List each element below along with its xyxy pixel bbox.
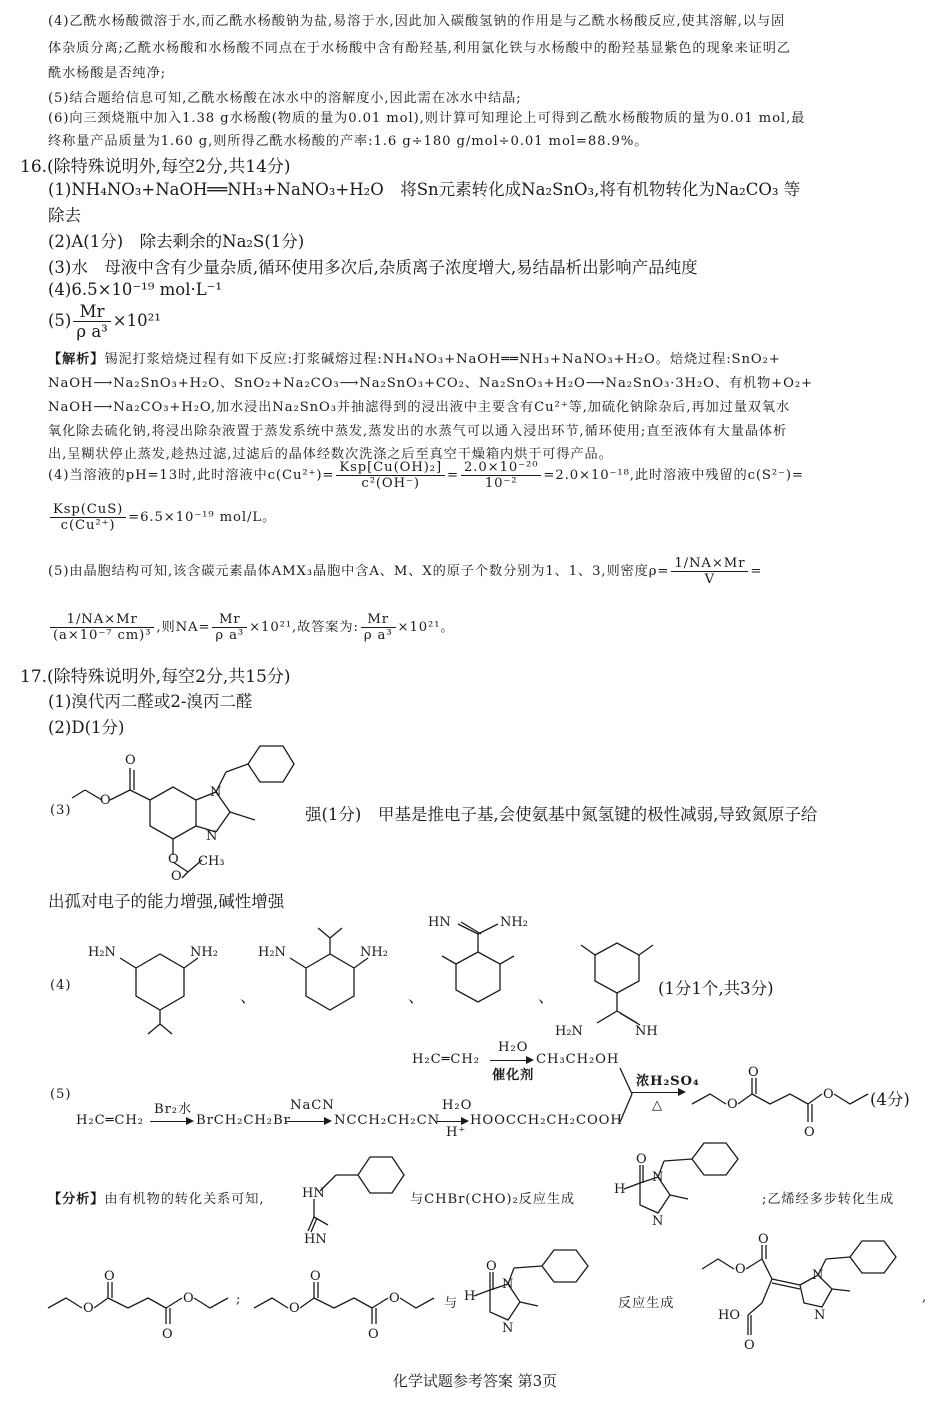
group-NH: NH bbox=[635, 1024, 658, 1039]
imidazole-aldehyde-structure-2 bbox=[464, 1259, 614, 1342]
calc4b-post: =6.5×10⁻¹⁹ mol/L。 bbox=[128, 510, 277, 525]
atom-O: O bbox=[183, 1291, 194, 1306]
q17-a3-structure bbox=[70, 742, 300, 884]
group-NH2: NH₂ bbox=[500, 915, 528, 930]
q16-heading: 16.(除特殊说明外,每空2分,共14分) bbox=[20, 157, 291, 177]
atom-O: O bbox=[171, 869, 182, 884]
atom-O: O bbox=[389, 1291, 400, 1306]
q17-a3-continued: 出孤对电子的能力增强,碱性增强 bbox=[48, 892, 285, 911]
fenxi-react: 反应生成 bbox=[618, 1296, 675, 1311]
q16-jiexi-line1 bbox=[48, 348, 932, 367]
atom-O: O bbox=[748, 1065, 759, 1080]
q15-p6-line2: 终称量产品质量为1.60 g,则所得乙酰水杨酸的产率:1.6 g÷180 g/mol÷0.01 mol=88.9%。 bbox=[48, 134, 649, 149]
syn-arrow2 bbox=[286, 1121, 330, 1122]
q16-calc4-line2 bbox=[48, 502, 932, 533]
amidine-benzylamine-structure bbox=[300, 1155, 410, 1245]
group-H2N: H₂N bbox=[88, 945, 116, 960]
calc4-frac2-num: 2.0×10⁻²⁰ bbox=[461, 460, 541, 476]
q17-a3-text: 强(1分) 甲基是推电子基,会使氨基中氮氢键的极性减弱,导致氮原子给 bbox=[305, 805, 818, 824]
atom-H: H bbox=[614, 1182, 626, 1197]
q17-a4-structure-2 bbox=[258, 928, 408, 1038]
fenxi-comma: , bbox=[922, 1290, 928, 1305]
q17-a4-structure-3 bbox=[428, 912, 538, 1032]
atom-N: N bbox=[652, 1170, 664, 1185]
q17-a5-label: (5) bbox=[50, 1087, 72, 1102]
q17-a4-structure-1 bbox=[88, 940, 238, 1040]
syn-product3: HOOCCH₂CH₂COOH bbox=[470, 1113, 623, 1128]
q16-answer5 bbox=[48, 302, 932, 341]
jiexi-tag: 【解析】 bbox=[48, 352, 105, 367]
atom-O: O bbox=[758, 1232, 769, 1247]
group-NH2: NH₂ bbox=[190, 945, 218, 960]
calc5-num: 1/NA×Mr bbox=[671, 556, 748, 572]
atom-N: N bbox=[502, 1277, 514, 1292]
q16-answer3: (3)水 母液中含有少量杂质,循环使用多次后,杂质离子浓度增大,易结晶析出影响产品纯度 bbox=[48, 258, 698, 277]
diethyl-succinate-structure-3 bbox=[252, 1270, 447, 1340]
calc5b-frac2 bbox=[212, 612, 247, 643]
atom-O: O bbox=[804, 1125, 815, 1140]
syn-ethene: H₂C═CH₂ bbox=[76, 1113, 144, 1128]
calc4-frac1-num: Ksp[Cu(OH)₂] bbox=[336, 460, 445, 476]
q15-p5: (5)结合题给信息可知,乙酰水杨酸在冰水中的溶解度小,因此需在冰水中结晶; bbox=[48, 91, 522, 106]
calc4b-num: Ksp(CuS) bbox=[50, 502, 126, 518]
atom-N: N bbox=[210, 785, 222, 800]
atom-O: O bbox=[823, 1087, 834, 1102]
q16-answer1-line1: (1)NH₄NO₃+NaOH══NH₃+NaNO₃+H₂O 将Sn元素转化成Na₂SnO₃,将有机物转化为Na₂CO₃ 等 bbox=[48, 180, 801, 199]
calc5-pre: (5)由晶胞结构可知,该含碳元素晶体AMX₃晶胞中含A、M、X的原子个数分别为1、1、3,则密度ρ= bbox=[48, 564, 670, 579]
atom-O: O bbox=[310, 1269, 321, 1284]
diethyl-succinate-structure bbox=[690, 1064, 875, 1144]
group-HN: HN bbox=[428, 915, 451, 930]
q16-a5-label: (5) bbox=[48, 311, 72, 330]
syn-reagent5-bottom: △ bbox=[652, 1098, 664, 1113]
group-H2N: H₂N bbox=[258, 945, 286, 960]
q17-a3-label: (3) bbox=[50, 803, 72, 818]
diethyl-succinate-structure-2 bbox=[46, 1270, 241, 1340]
atom-N: N bbox=[652, 1214, 664, 1229]
syn-reagent3-top: H₂O bbox=[442, 1098, 473, 1113]
q16-calc5-line2 bbox=[48, 612, 932, 643]
syn-reagent3-bottom: H⁺ bbox=[446, 1125, 467, 1140]
q16-a5-den: ρ a³ bbox=[76, 322, 108, 341]
q16-jiexi-line3: NaOH⟶Na₂CO₃+H₂O,加水浸出Na₂SnO₃并抽滤得到的浸出液中主要含有Cu²⁺等,加硫化钠除杂后,再加过量双氧水 bbox=[48, 400, 791, 415]
q17-a5-score: (4分) bbox=[870, 1090, 910, 1109]
fenxi-semicolon: ; bbox=[236, 1292, 242, 1307]
calc4-eq: = bbox=[447, 468, 459, 483]
atom-N: N bbox=[206, 829, 218, 844]
calc4b-frac bbox=[50, 502, 126, 533]
jiexi-text1: 锡泥打浆焙烧过程有如下反应:打浆碱熔过程:NH₄NO₃+NaOH══NH₃+NaNO₃+H₂O。焙烧过程:SnO₂+ bbox=[104, 352, 781, 367]
syn-arrow3 bbox=[437, 1121, 467, 1122]
q15-p6-line1: (6)向三颈烧瓶中加入1.38 g水杨酸(物质的量为0.01 mol),则计算可知理论上可得到乙酰水杨酸物质的量为0.01 mol,最 bbox=[48, 111, 806, 126]
calc5b-num2: Mr bbox=[212, 612, 247, 628]
atom-H: H bbox=[464, 1289, 476, 1304]
atom-O: O bbox=[368, 1327, 379, 1342]
calc5b-den3: ρ a³ bbox=[363, 628, 393, 643]
group-HN: HN bbox=[302, 1186, 325, 1201]
q16-jiexi-line2: NaOH⟶Na₂SnO₃+H₂O、SnO₂+Na₂CO₃⟶Na₂SnO₃+CO₂、Na₂SnO₃+H₂O⟶Na₂SnO₃·3H₂O、有机物+O₂+ bbox=[48, 376, 813, 391]
calc5b-den2: ρ a³ bbox=[215, 628, 245, 643]
atom-N: N bbox=[502, 1321, 514, 1336]
group-H2N: H₂N bbox=[555, 1024, 583, 1039]
calc4-frac2 bbox=[461, 460, 541, 491]
q16-answer1-line2: 除去 bbox=[48, 206, 81, 225]
fenxi-text1: 由有机物的转化关系可知, bbox=[104, 1192, 265, 1207]
calc5b-mid: ,则NA= bbox=[156, 620, 211, 635]
atom-O: O bbox=[83, 1301, 94, 1316]
calc5b-frac1 bbox=[50, 612, 154, 643]
calc5b-num1: 1/NA×Mr bbox=[50, 612, 154, 628]
separator: 、 bbox=[240, 987, 257, 1006]
atom-O: O bbox=[125, 753, 136, 768]
page-footer: 化学试题参考答案 第3页 bbox=[392, 1372, 558, 1390]
fenxi-and: 与 bbox=[444, 1296, 459, 1311]
syn-arrow4 bbox=[490, 1060, 532, 1061]
atom-O: O bbox=[486, 1259, 497, 1274]
calc4-frac2-den: 10⁻² bbox=[484, 476, 518, 491]
calc5-frac bbox=[671, 556, 748, 587]
q16-a5-num: Mr bbox=[73, 302, 110, 322]
q16-jiexi-line4: 氧化除去硫化钠,将浸出除杂液置于蒸发系统中蒸发,蒸发出的水蒸气可以通入浸出环节,循环使用;直至液体有大量晶体析 bbox=[48, 424, 788, 439]
group-HO: HO bbox=[718, 1308, 740, 1323]
atom-O: O bbox=[104, 1269, 115, 1284]
q15-p4-line2: 体杂质分离;乙酰水杨酸和水杨酸不同点在于水杨酸中含有酚羟基,利用氯化铁与水杨酸中的酚羟基显紫色的现象来证明乙 bbox=[48, 41, 791, 56]
fenxi-tag: 【分析】 bbox=[48, 1192, 105, 1207]
q16-a5-post: ×10²¹ bbox=[112, 311, 161, 330]
imidazole-aldehyde-structure bbox=[614, 1152, 764, 1235]
q17-a4-note: (1分1个,共3分) bbox=[658, 979, 774, 998]
syn-product4: CH₃CH₂OH bbox=[536, 1052, 620, 1067]
q15-p4-line1: (4)乙酰水杨酸微溶于水,而乙酰水杨酸钠为盐,易溶于水,因此加入碳酸氢钠的作用是与乙酰水杨酸反应,使其溶解,以与固 bbox=[48, 14, 786, 29]
atom-CH3: CH₃ bbox=[198, 854, 225, 869]
atom-O: O bbox=[744, 1338, 755, 1353]
group-HN: HN bbox=[304, 1232, 327, 1247]
calc4-frac1-den: c²(OH⁻) bbox=[361, 476, 420, 491]
q17-answer2: (2)D(1分) bbox=[48, 718, 125, 737]
atom-O: O bbox=[636, 1152, 647, 1167]
q16-calc4-line1 bbox=[48, 460, 932, 491]
atom-O: O bbox=[100, 793, 111, 808]
syn-reagent4-bottom: 催化剂 bbox=[492, 1068, 535, 1083]
syn-product2: NCCH₂CH₂CN bbox=[334, 1113, 441, 1128]
atom-O: O bbox=[735, 1262, 746, 1277]
calc5-end: = bbox=[750, 564, 763, 579]
separator: 、 bbox=[408, 987, 425, 1006]
q15-p4-line3: 酰水杨酸是否纯净; bbox=[48, 66, 167, 81]
calc5-den: V bbox=[704, 572, 716, 587]
calc4-post: =2.0×10⁻¹⁸,此时溶液中残留的c(S²⁻)= bbox=[543, 468, 804, 483]
q16-a5-fraction bbox=[73, 302, 110, 341]
calc4-frac1 bbox=[336, 460, 445, 491]
calc4-pre: (4)当溶液的pH=13时,此时溶液中c(Cu²⁺)= bbox=[48, 468, 335, 483]
atom-N: N bbox=[812, 1268, 824, 1283]
q17-heading: 17.(除特殊说明外,每空2分,共15分) bbox=[20, 667, 291, 687]
q16-answer4: (4)6.5×10⁻¹⁹ mol·L⁻¹ bbox=[48, 280, 222, 299]
q16-calc5-line1 bbox=[48, 556, 932, 587]
syn-arrow1 bbox=[150, 1121, 192, 1122]
syn-reagent2: NaCN bbox=[290, 1098, 335, 1113]
atom-O: O bbox=[168, 852, 179, 867]
syn-product1: BrCH₂CH₂Br bbox=[196, 1113, 291, 1128]
calc5b-frac3 bbox=[361, 612, 396, 643]
atom-N: N bbox=[814, 1308, 826, 1323]
condensation-product-structure bbox=[700, 1232, 925, 1353]
syn-reagent5-top: 浓H₂SO₄ bbox=[636, 1074, 700, 1089]
calc5b-num3: Mr bbox=[361, 612, 396, 628]
syn-reagent4-top: H₂O bbox=[498, 1040, 529, 1055]
separator: 、 bbox=[538, 987, 555, 1006]
atom-O: O bbox=[289, 1301, 300, 1316]
q17-a4-structure-4 bbox=[555, 935, 665, 1045]
group-NH2: NH₂ bbox=[360, 945, 388, 960]
atom-O: O bbox=[727, 1097, 738, 1112]
q16-jiexi-line5: 出,呈糊状停止蒸发,趁热过滤,过滤后的晶体经数次洗涤之后至真空干燥箱内烘干可得产品。 bbox=[48, 447, 613, 462]
syn-arrow5 bbox=[632, 1092, 684, 1093]
syn-ethene2: H₂C═CH₂ bbox=[412, 1052, 480, 1067]
atom-O: O bbox=[162, 1327, 173, 1342]
q16-answer2: (2)A(1分) 除去剩余的Na₂S(1分) bbox=[48, 232, 305, 251]
calc5b-den1: (a×10⁻⁷ cm)³ bbox=[53, 628, 152, 643]
calc5b-mid2: ×10²¹,故答案为: bbox=[249, 620, 359, 635]
ring-benzo bbox=[150, 787, 196, 839]
syn-reagent1: Br₂水 bbox=[154, 1102, 193, 1117]
calc4b-den: c(Cu²⁺) bbox=[60, 518, 116, 533]
calc5b-end: ×10²¹。 bbox=[397, 620, 455, 635]
fenxi-text2: 与CHBr(CHO)₂反应生成 bbox=[410, 1192, 576, 1207]
q17-a4-label: (4) bbox=[50, 978, 72, 993]
fenxi-text3: ;乙烯经多步转化生成 bbox=[762, 1192, 895, 1207]
q17-answer1: (1)溴代丙二醛或2-溴丙二醛 bbox=[48, 692, 253, 711]
